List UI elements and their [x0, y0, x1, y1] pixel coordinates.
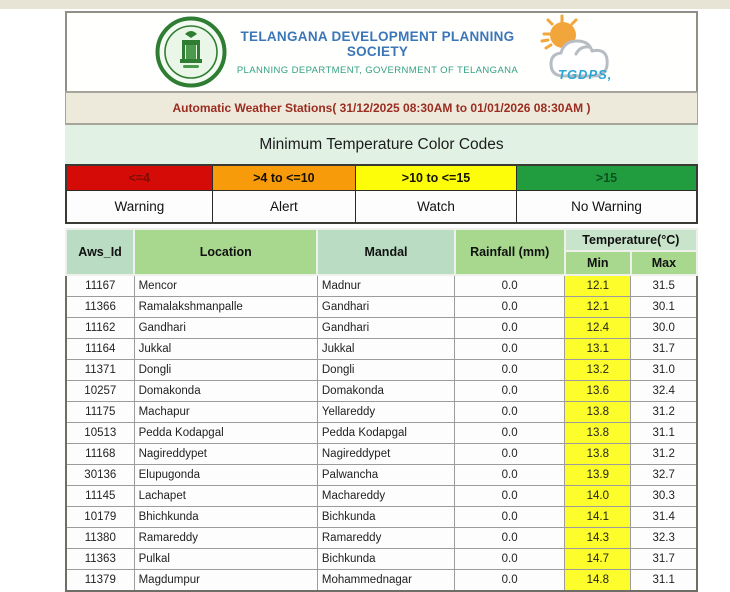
tgdps-logo: [536, 14, 640, 90]
location-cell: Elupugonda: [134, 465, 317, 486]
mandal-cell: Nagireddypet: [317, 444, 454, 465]
table-row: [66, 297, 697, 318]
location-cell: Domakonda: [134, 381, 317, 402]
max-temp-cell: 32.3: [631, 528, 697, 549]
min-temp-cell: 13.6: [565, 381, 631, 402]
table-row: [66, 360, 697, 381]
report-period-banner: Automatic Weather Stations( 31/12/2025 08:30AM to 01/01/2026 08:30AM ): [65, 91, 698, 125]
mandal-cell: Machareddy: [317, 486, 454, 507]
min-temp-cell: 14.1: [565, 507, 631, 528]
mandal-cell: Madnur: [317, 275, 454, 297]
rainfall-cell: 0.0: [455, 549, 565, 570]
col-header-temperature: Temperature(°C): [565, 229, 697, 251]
legend-range-2: >10 to <=15: [356, 165, 517, 191]
table-row: [66, 423, 697, 444]
table-row: [66, 570, 697, 592]
table-row: [66, 486, 697, 507]
col-header-min: Min: [565, 251, 631, 275]
min-temp-cell: 14.3: [565, 528, 631, 549]
table-row: [66, 507, 697, 528]
legend-label-row: [66, 191, 697, 224]
min-temp-cell: 12.1: [565, 297, 631, 318]
max-temp-cell: 31.2: [631, 444, 697, 465]
location-cell: Gandhari: [134, 318, 317, 339]
max-temp-cell: 31.2: [631, 402, 697, 423]
col-header-mandal: Mandal: [317, 229, 454, 275]
max-temp-cell: 31.1: [631, 570, 697, 592]
min-temp-cell: 12.4: [565, 318, 631, 339]
table-row: [66, 339, 697, 360]
legend-range-0: <=4: [66, 165, 212, 191]
min-temp-cell: 13.8: [565, 444, 631, 465]
location-cell: Mencor: [134, 275, 317, 297]
rainfall-cell: 0.0: [455, 570, 565, 592]
page-container: [65, 11, 698, 592]
rainfall-cell: 0.0: [455, 402, 565, 423]
location-cell: Ramareddy: [134, 528, 317, 549]
max-temp-cell: 32.7: [631, 465, 697, 486]
table-header: [66, 229, 697, 275]
legend-label-1: Alert: [212, 191, 355, 224]
rainfall-cell: 0.0: [455, 297, 565, 318]
min-temp-cell: 14.0: [565, 486, 631, 507]
location-cell: Ramalakshmanpalle: [134, 297, 317, 318]
max-temp-cell: 31.7: [631, 549, 697, 570]
rainfall-cell: 0.0: [455, 423, 565, 444]
max-temp-cell: 31.1: [631, 423, 697, 444]
rainfall-cell: 0.0: [455, 275, 565, 297]
aws-id-cell: 11366: [66, 297, 134, 318]
aws-id-cell: 11164: [66, 339, 134, 360]
page-title: TELANGANA DEVELOPMENT PLANNING SOCIETY: [240, 28, 515, 59]
col-header-rainfall: Rainfall (mm): [455, 229, 565, 275]
location-cell: Lachapet: [134, 486, 317, 507]
max-temp-cell: 31.5: [631, 275, 697, 297]
legend-label-0: Warning: [66, 191, 212, 224]
telangana-emblem-logo: [155, 16, 227, 88]
aws-id-cell: 10179: [66, 507, 134, 528]
location-cell: Machapur: [134, 402, 317, 423]
min-temp-cell: 13.2: [565, 360, 631, 381]
mandal-cell: Yellareddy: [317, 402, 454, 423]
table-row: [66, 549, 697, 570]
aws-id-cell: 11167: [66, 275, 134, 297]
page-subtitle: PLANNING DEPARTMENT, GOVERNMENT OF TELANGANA: [236, 64, 519, 76]
location-cell: Bhichkunda: [134, 507, 317, 528]
aws-id-cell: 11379: [66, 570, 134, 592]
max-temp-cell: 32.4: [631, 381, 697, 402]
min-temp-cell: 13.1: [565, 339, 631, 360]
location-cell: Magdumpur: [134, 570, 317, 592]
legend-table: [65, 164, 698, 224]
col-header-aws-id: Aws_Id: [66, 229, 134, 275]
mandal-cell: Domakonda: [317, 381, 454, 402]
max-temp-cell: 30.3: [631, 486, 697, 507]
top-strip: [0, 0, 730, 9]
mandal-cell: Bichkunda: [317, 507, 454, 528]
location-cell: Nagireddypet: [134, 444, 317, 465]
min-temp-cell: 12.1: [565, 275, 631, 297]
table-row: [66, 402, 697, 423]
rainfall-cell: 0.0: [455, 507, 565, 528]
table-row: [66, 528, 697, 549]
rainfall-cell: 0.0: [455, 528, 565, 549]
location-cell: Pulkal: [134, 549, 317, 570]
table-row: [66, 465, 697, 486]
legend-label-3: No Warning: [517, 191, 697, 224]
max-temp-cell: 30.1: [631, 297, 697, 318]
location-cell: Pedda Kodapgal: [134, 423, 317, 444]
aws-id-cell: 10257: [66, 381, 134, 402]
min-temp-cell: 14.8: [565, 570, 631, 592]
location-cell: Dongli: [134, 360, 317, 381]
min-temp-cell: 13.9: [565, 465, 631, 486]
mandal-cell: Pedda Kodapgal: [317, 423, 454, 444]
rainfall-cell: 0.0: [455, 318, 565, 339]
table-row: [66, 381, 697, 402]
aws-id-cell: 11371: [66, 360, 134, 381]
col-header-max: Max: [631, 251, 697, 275]
aws-id-cell: 11175: [66, 402, 134, 423]
min-temp-cell: 13.8: [565, 402, 631, 423]
rainfall-cell: 0.0: [455, 486, 565, 507]
col-header-location: Location: [134, 229, 317, 275]
max-temp-cell: 30.0: [631, 318, 697, 339]
rainfall-cell: 0.0: [455, 339, 565, 360]
mandal-cell: Palwancha: [317, 465, 454, 486]
max-temp-cell: 31.7: [631, 339, 697, 360]
max-temp-cell: 31.0: [631, 360, 697, 381]
mandal-cell: Jukkal: [317, 339, 454, 360]
aws-id-cell: 10513: [66, 423, 134, 444]
aws-id-cell: 11380: [66, 528, 134, 549]
table-row: [66, 275, 697, 297]
header-titles: [227, 29, 536, 76]
max-temp-cell: 31.4: [631, 507, 697, 528]
mandal-cell: Dongli: [317, 360, 454, 381]
aws-id-cell: 30136: [66, 465, 134, 486]
legend-label-2: Watch: [356, 191, 517, 224]
rainfall-cell: 0.0: [455, 360, 565, 381]
aws-id-cell: 11162: [66, 318, 134, 339]
aws-data-table: [65, 228, 698, 592]
legend-range-3: >15: [517, 165, 697, 191]
min-temp-cell: 14.7: [565, 549, 631, 570]
legend-range-1: >4 to <=10: [212, 165, 355, 191]
tgdps-label: TGDPS,: [558, 67, 613, 82]
aws-id-cell: 11363: [66, 549, 134, 570]
rainfall-cell: 0.0: [455, 444, 565, 465]
location-cell: Jukkal: [134, 339, 317, 360]
min-temp-cell: 13.8: [565, 423, 631, 444]
aws-id-cell: 11168: [66, 444, 134, 465]
mandal-cell: Ramareddy: [317, 528, 454, 549]
rainfall-cell: 0.0: [455, 465, 565, 486]
mandal-cell: Bichkunda: [317, 549, 454, 570]
mandal-cell: Gandhari: [317, 297, 454, 318]
mandal-cell: Mohammednagar: [317, 570, 454, 592]
legend-color-row: [66, 165, 697, 191]
site-header: [65, 11, 698, 91]
table-row: [66, 444, 697, 465]
rainfall-cell: 0.0: [455, 381, 565, 402]
section-title: Minimum Temperature Color Codes: [65, 125, 698, 164]
aws-id-cell: 11145: [66, 486, 134, 507]
mandal-cell: Gandhari: [317, 318, 454, 339]
table-body: [66, 275, 697, 591]
table-row: [66, 318, 697, 339]
